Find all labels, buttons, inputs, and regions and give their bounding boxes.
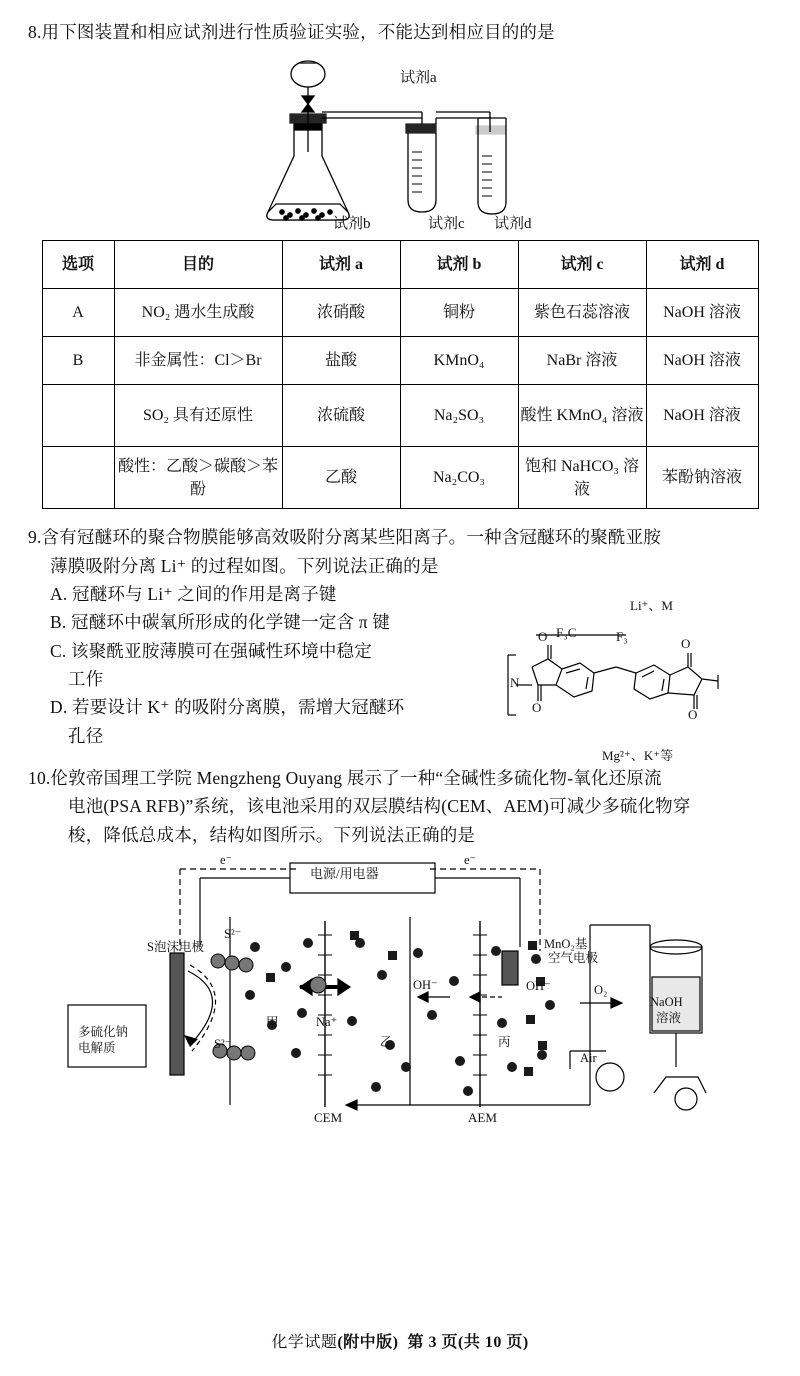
label-cem: CEM xyxy=(314,1110,343,1126)
label-bing: 丙 xyxy=(498,1035,511,1050)
footer-subject: 化学试题 xyxy=(271,1334,338,1351)
cell-reagent-c: NaBr 溶液 xyxy=(518,337,646,385)
page-footer xyxy=(0,1329,800,1352)
cell-reagent-b: 铜粉 xyxy=(400,289,518,337)
question-10-stem-line3: 梭，降低总成本，结构如图所示。下列说法正确的是 xyxy=(68,824,476,845)
label-reagent-a: 试剂a xyxy=(400,70,437,87)
label-electron-left: e⁻ xyxy=(220,853,233,868)
question-9-option-c-cont: 工作 xyxy=(68,669,104,690)
label-n-left: N xyxy=(510,675,520,691)
label-mno2-electrode-2: 空气电极 xyxy=(548,951,599,966)
cell-reagent-d: NaOH 溶液 xyxy=(646,337,758,385)
label-cf3: F₃C xyxy=(556,625,577,641)
question-9-text-1: 含有冠醚环的聚合物膜能够高效吸附分离某些阳离子。一种含冠醚环的聚酰亚胺 xyxy=(41,527,662,548)
footer-version: (附中版) xyxy=(337,1334,399,1351)
cell-option: B xyxy=(42,337,114,385)
label-o-bottom-right: O xyxy=(688,707,698,723)
label-li-m: Li⁺、M xyxy=(630,598,673,614)
cell-purpose: NO₂ 遇水生成酸 xyxy=(114,289,282,337)
question-10-stem-line2: 电池(PSA RFB)”系统，该电池采用的双层膜结构(CEM、AEM)可减少多硫化物穿 xyxy=(68,796,691,817)
header-option: 选项 xyxy=(42,241,114,289)
question-9 xyxy=(28,523,772,764)
question-9-option-d-cont: 孔径 xyxy=(68,725,104,746)
header-reagent-d: 试剂 d xyxy=(646,241,758,289)
label-electrolyte-2: 电解质 xyxy=(78,1041,116,1056)
question-9-option-a: A. 冠醚环与 Li⁺ 之间的作用是离子键 xyxy=(50,584,337,605)
label-s-foam-electrode: S泡沫电极 xyxy=(147,940,204,955)
question-10-number: 10. xyxy=(28,768,51,789)
cell-purpose: SO₂ 具有还原性 xyxy=(114,385,282,447)
label-f3: F₃ xyxy=(616,629,628,645)
label-s2-top: S²⁻ xyxy=(224,927,242,942)
label-o-bottom-left: O xyxy=(532,700,542,716)
cell-reagent-c: 紫色石蕊溶液 xyxy=(518,289,646,337)
cell-reagent-a: 盐酸 xyxy=(282,337,400,385)
question-9-number: 9. xyxy=(28,527,42,548)
label-s2-bottom: S²⁻ xyxy=(214,1037,232,1052)
label-power-supply: 电源/用电器 xyxy=(310,866,379,882)
cell-reagent-b: Na₂SO₃ xyxy=(400,385,518,447)
flow-battery-diagram xyxy=(50,855,750,1155)
cell-reagent-d: 苯酚钠溶液 xyxy=(646,447,758,509)
question-9-option-b: B. 冠醚环中碳氧所形成的化学键一定含 π 键 xyxy=(50,612,391,633)
cell-reagent-c: 酸性 KMnO₄ 溶液 xyxy=(518,385,646,447)
cell-option xyxy=(42,447,114,509)
label-mg-k: Mg²⁺、K⁺等 xyxy=(602,748,674,764)
label-o-top-left: O xyxy=(538,629,548,645)
question-10 xyxy=(28,764,772,1155)
question-9-options xyxy=(28,580,498,750)
question-8-stem xyxy=(28,18,772,46)
label-jia: 甲 xyxy=(266,1015,279,1030)
label-reagent-d: 试剂d xyxy=(494,216,532,233)
label-yi: 乙 xyxy=(380,1035,393,1050)
cell-reagent-c: 饱和 NaHCO₃ 溶液 xyxy=(518,447,646,509)
header-purpose: 目的 xyxy=(114,241,282,289)
question-8-text: 用下图装置和相应试剂进行性质验证实验，不能达到相应目的的是 xyxy=(41,22,555,42)
label-na-center: Na⁺ xyxy=(316,1015,338,1030)
header-reagent-b: 试剂 b xyxy=(400,241,518,289)
table-row xyxy=(42,289,758,337)
label-o2: O₂ xyxy=(594,983,608,998)
cell-reagent-d: NaOH 溶液 xyxy=(646,289,758,337)
label-electrolyte-1: 多硫化钠 xyxy=(78,1025,129,1040)
header-reagent-c: 试剂 c xyxy=(518,241,646,289)
label-o-top-right: O xyxy=(681,636,691,652)
question-10-text-1: 伦敦帝国理工学院 Mengzheng Ouyang 展示了一种“全碱性多硫化物-氧化还原流 xyxy=(50,768,662,789)
label-reagent-c: 试剂c xyxy=(428,216,465,233)
label-mno2-electrode-1: MnO₂基 xyxy=(544,937,588,952)
table-row xyxy=(42,337,758,385)
cell-option xyxy=(42,385,114,447)
question-8-options-table xyxy=(42,240,759,509)
table-row xyxy=(42,447,758,509)
label-aem: AEM xyxy=(468,1110,497,1126)
cell-reagent-a: 浓硫酸 xyxy=(282,385,400,447)
question-9-option-c: C. 该聚酰亚胺薄膜可在强碱性环境中稳定 xyxy=(50,640,372,661)
label-oh-left: OH⁻ xyxy=(413,978,438,993)
table-row xyxy=(42,385,758,447)
question-9-stem-line1 xyxy=(28,523,772,551)
label-naoh-1: NaOH xyxy=(650,995,683,1010)
header-reagent-a: 试剂 a xyxy=(282,241,400,289)
question-9-option-d: D. 若要设计 K⁺ 的吸附分离膜，需增大冠醚环 xyxy=(50,697,405,718)
cell-reagent-a: 乙酸 xyxy=(282,447,400,509)
cell-reagent-d: NaOH 溶液 xyxy=(646,385,758,447)
cell-reagent-b: KMnO₄ xyxy=(400,337,518,385)
cell-reagent-b: Na₂CO₃ xyxy=(400,447,518,509)
question-9-figure xyxy=(496,597,766,787)
question-10-figure xyxy=(28,855,772,1155)
cell-purpose: 非金属性：Cl＞Br xyxy=(114,337,282,385)
question-9-stem-line2: 薄膜吸附分离 Li⁺ 的过程如图。下列说法正确的是 xyxy=(50,555,439,576)
question-8-number: 8. xyxy=(28,22,42,42)
label-air: Air xyxy=(580,1051,597,1066)
table-header-row xyxy=(42,241,758,289)
label-oh-right: OH⁻ xyxy=(526,979,551,994)
label-reagent-b: 试剂b xyxy=(333,216,371,233)
cell-option: A xyxy=(42,289,114,337)
label-electron-right: e⁻ xyxy=(464,853,477,868)
cell-purpose: 酸性：乙酸＞碳酸＞苯酚 xyxy=(114,447,282,509)
label-naoh-2: 溶液 xyxy=(656,1011,682,1026)
cell-reagent-a: 浓硝酸 xyxy=(282,289,400,337)
footer-page-number: 第 3 页(共 10 页) xyxy=(407,1334,529,1351)
question-8-figure xyxy=(28,52,772,233)
